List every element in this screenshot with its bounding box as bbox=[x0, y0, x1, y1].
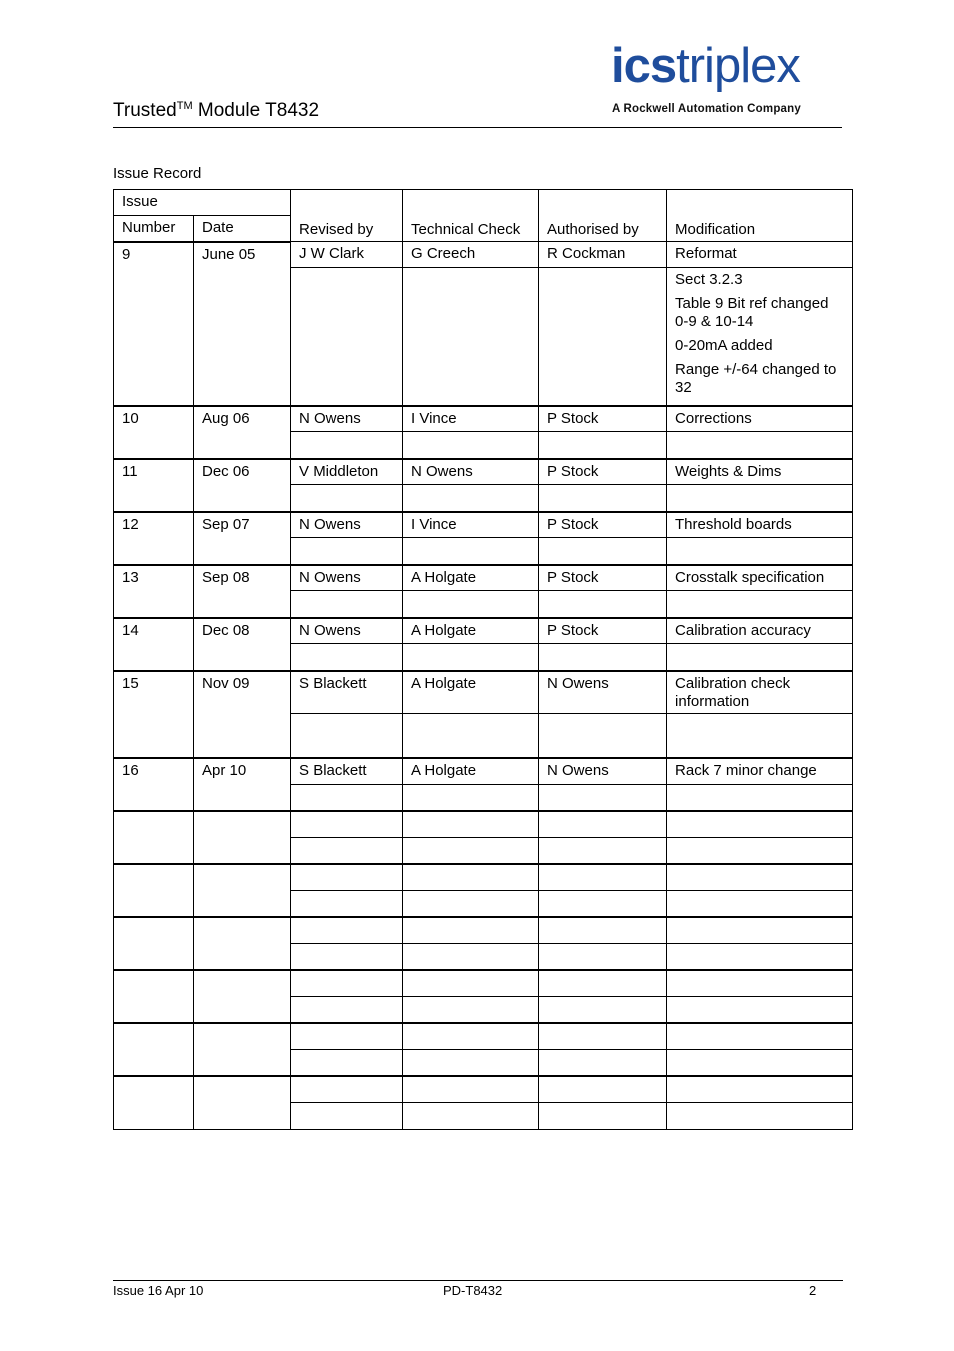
modification-cell: Threshold boards bbox=[667, 512, 853, 538]
technical-check-cell: I Vince bbox=[403, 512, 539, 538]
revised-by-cell: S Blackett bbox=[291, 671, 403, 714]
technical-check-cell bbox=[403, 268, 539, 406]
issue-number-cell: 9 bbox=[114, 242, 194, 406]
technical-check-cell bbox=[403, 996, 539, 1023]
logo-part-triplex: triplex bbox=[676, 39, 800, 93]
issue-number-cell: 14 bbox=[114, 618, 194, 671]
authorised-by-cell bbox=[539, 1076, 667, 1102]
modification-cell bbox=[667, 970, 853, 996]
revised-by-cell: S Blackett bbox=[291, 758, 403, 784]
issue-date-cell bbox=[194, 1023, 291, 1076]
header-issue-cell: Issue bbox=[114, 190, 291, 216]
modification-cell bbox=[667, 713, 853, 758]
technical-check-cell: A Holgate bbox=[403, 758, 539, 784]
issue-date-cell: Dec 08 bbox=[194, 618, 291, 671]
modification-cell bbox=[667, 811, 853, 837]
logo-wordmark bbox=[611, 38, 800, 94]
technical-check-cell bbox=[403, 1102, 539, 1129]
header-authorised-cell: Authorised by bbox=[539, 190, 667, 242]
revised-by-cell bbox=[291, 864, 403, 890]
technical-check-cell bbox=[403, 538, 539, 565]
revised-by-cell: J W Clark bbox=[291, 242, 403, 268]
issue-date-cell: Nov 09 bbox=[194, 671, 291, 759]
table-row bbox=[114, 864, 853, 890]
technical-check-cell: G Creech bbox=[403, 242, 539, 268]
revised-by-cell: V Middleton bbox=[291, 459, 403, 485]
revised-by-cell bbox=[291, 485, 403, 512]
table-row bbox=[114, 970, 853, 996]
revised-by-cell: N Owens bbox=[291, 618, 403, 644]
revised-by-cell bbox=[291, 970, 403, 996]
authorised-by-cell bbox=[539, 996, 667, 1023]
table-row bbox=[114, 406, 853, 432]
authorised-by-cell bbox=[539, 811, 667, 837]
technical-check-cell: N Owens bbox=[403, 459, 539, 485]
authorised-by-cell bbox=[539, 943, 667, 970]
issue-date-cell: Dec 06 bbox=[194, 459, 291, 512]
modification-cell bbox=[667, 1049, 853, 1076]
revised-by-cell bbox=[291, 996, 403, 1023]
issue-date-cell: June 05 bbox=[194, 242, 291, 406]
technical-check-cell bbox=[403, 591, 539, 618]
technical-check-cell: A Holgate bbox=[403, 671, 539, 714]
table-row bbox=[114, 811, 853, 837]
issue-date-cell bbox=[194, 811, 291, 864]
trademark-superscript: TM bbox=[176, 100, 193, 112]
section-title: Issue Record bbox=[113, 165, 202, 182]
modification-cell bbox=[667, 485, 853, 512]
issue-number-cell: 16 bbox=[114, 758, 194, 811]
modification-cell bbox=[667, 432, 853, 459]
revised-by-cell bbox=[291, 1102, 403, 1129]
revised-by-cell: N Owens bbox=[291, 565, 403, 591]
authorised-by-cell: P Stock bbox=[539, 565, 667, 591]
table-row bbox=[114, 1076, 853, 1102]
authorised-by-cell bbox=[539, 713, 667, 758]
header-rule bbox=[113, 127, 842, 128]
header-date-cell: Date bbox=[194, 216, 291, 242]
issue-number-cell bbox=[114, 917, 194, 970]
issue-date-cell bbox=[194, 970, 291, 1023]
revised-by-cell: N Owens bbox=[291, 512, 403, 538]
modification-cell: Rack 7 minor change bbox=[667, 758, 853, 784]
modification-cell bbox=[667, 943, 853, 970]
authorised-by-cell: N Owens bbox=[539, 758, 667, 784]
revised-by-cell bbox=[291, 268, 403, 406]
technical-check-cell bbox=[403, 890, 539, 917]
issue-number-cell: 15 bbox=[114, 671, 194, 759]
authorised-by-cell: P Stock bbox=[539, 512, 667, 538]
authorised-by-cell bbox=[539, 1102, 667, 1129]
technical-check-cell bbox=[403, 1049, 539, 1076]
footer-issue: Issue 16 Apr 10 bbox=[113, 1283, 204, 1298]
revised-by-cell bbox=[291, 1076, 403, 1102]
table-row bbox=[114, 242, 853, 268]
issue-date-cell: Apr 10 bbox=[194, 758, 291, 811]
revised-by-cell bbox=[291, 432, 403, 459]
issue-record-table bbox=[113, 189, 853, 1130]
authorised-by-cell bbox=[539, 837, 667, 864]
table-row bbox=[114, 671, 853, 714]
authorised-by-cell: P Stock bbox=[539, 459, 667, 485]
revised-by-cell bbox=[291, 943, 403, 970]
issue-number-cell: 12 bbox=[114, 512, 194, 565]
issue-date-cell bbox=[194, 917, 291, 970]
modification-cell bbox=[667, 890, 853, 917]
modification-line: Table 9 Bit ref changed 0-9 & 10-14 bbox=[675, 295, 829, 330]
authorised-by-cell bbox=[539, 591, 667, 618]
revised-by-cell bbox=[291, 890, 403, 917]
issue-number-cell bbox=[114, 864, 194, 917]
authorised-by-cell: P Stock bbox=[539, 406, 667, 432]
modification-line: Range +/-64 changed to 32 bbox=[675, 361, 837, 396]
authorised-by-cell bbox=[539, 1049, 667, 1076]
modification-cell bbox=[667, 591, 853, 618]
issue-number-cell bbox=[114, 970, 194, 1023]
authorised-by-cell bbox=[539, 432, 667, 459]
modification-line: 0-20mA added bbox=[675, 337, 773, 354]
table-row bbox=[114, 758, 853, 784]
modification-cell: Calibration check information bbox=[667, 671, 853, 714]
revised-by-cell bbox=[291, 1023, 403, 1049]
issue-date-cell bbox=[194, 864, 291, 917]
technical-check-cell bbox=[403, 864, 539, 890]
revised-by-cell bbox=[291, 591, 403, 618]
title-main: Trusted bbox=[113, 100, 177, 121]
issue-number-cell: 13 bbox=[114, 565, 194, 618]
authorised-by-cell bbox=[539, 485, 667, 512]
issue-date-cell: Sep 07 bbox=[194, 512, 291, 565]
footer-rule bbox=[113, 1280, 843, 1281]
technical-check-cell: A Holgate bbox=[403, 618, 539, 644]
modification-cell bbox=[667, 864, 853, 890]
issue-date-cell: Aug 06 bbox=[194, 406, 291, 459]
table-row bbox=[114, 618, 853, 644]
technical-check-cell bbox=[403, 644, 539, 671]
revised-by-cell bbox=[291, 837, 403, 864]
footer-document-id: PD-T8432 bbox=[443, 1283, 503, 1298]
header-revised-cell: Revised by bbox=[291, 190, 403, 242]
revised-by-cell bbox=[291, 1049, 403, 1076]
technical-check-cell bbox=[403, 811, 539, 837]
authorised-by-cell bbox=[539, 538, 667, 565]
revised-by-cell bbox=[291, 538, 403, 565]
modification-cell bbox=[667, 538, 853, 565]
logo-part-ics: ics bbox=[611, 39, 677, 93]
table-row bbox=[114, 565, 853, 591]
issue-date-cell: Sep 08 bbox=[194, 565, 291, 618]
authorised-by-cell bbox=[539, 644, 667, 671]
modification-cell bbox=[667, 1102, 853, 1129]
revised-by-cell bbox=[291, 811, 403, 837]
modification-cell bbox=[667, 917, 853, 943]
issue-number-cell bbox=[114, 811, 194, 864]
technical-check-cell bbox=[403, 970, 539, 996]
modification-cell: Weights & Dims bbox=[667, 459, 853, 485]
issue-number-cell bbox=[114, 1023, 194, 1076]
authorised-by-cell: R Cockman bbox=[539, 242, 667, 268]
page-header-title bbox=[113, 99, 319, 123]
technical-check-cell bbox=[403, 485, 539, 512]
table-row bbox=[114, 1023, 853, 1049]
modification-cell: Corrections bbox=[667, 406, 853, 432]
technical-check-cell bbox=[403, 784, 539, 811]
issue-date-cell bbox=[194, 1076, 291, 1129]
technical-check-cell bbox=[403, 432, 539, 459]
technical-check-cell bbox=[403, 1023, 539, 1049]
technical-check-cell bbox=[403, 917, 539, 943]
modification-cell bbox=[667, 268, 853, 406]
technical-check-cell: A Holgate bbox=[403, 565, 539, 591]
revised-by-cell bbox=[291, 713, 403, 758]
authorised-by-cell bbox=[539, 970, 667, 996]
authorised-by-cell bbox=[539, 917, 667, 943]
modification-cell bbox=[667, 1023, 853, 1049]
modification-cell bbox=[667, 644, 853, 671]
header-number-cell: Number bbox=[114, 216, 194, 242]
technical-check-cell: I Vince bbox=[403, 406, 539, 432]
title-rest: Module T8432 bbox=[192, 100, 320, 121]
modification-cell bbox=[667, 1076, 853, 1102]
footer-page-number: 2 bbox=[809, 1283, 817, 1298]
modification-cell bbox=[667, 784, 853, 811]
authorised-by-cell bbox=[539, 890, 667, 917]
revised-by-cell bbox=[291, 917, 403, 943]
revised-by-cell: N Owens bbox=[291, 406, 403, 432]
technical-check-cell bbox=[403, 837, 539, 864]
technical-check-cell bbox=[403, 713, 539, 758]
authorised-by-cell bbox=[539, 784, 667, 811]
authorised-by-cell: P Stock bbox=[539, 618, 667, 644]
authorised-by-cell: N Owens bbox=[539, 671, 667, 714]
authorised-by-cell bbox=[539, 268, 667, 406]
issue-number-cell: 10 bbox=[114, 406, 194, 459]
modification-cell bbox=[667, 837, 853, 864]
table-row bbox=[114, 459, 853, 485]
issue-number-cell bbox=[114, 1076, 194, 1129]
technical-check-cell bbox=[403, 943, 539, 970]
table-row bbox=[114, 512, 853, 538]
modification-line: Sect 3.2.3 bbox=[675, 271, 743, 288]
header-row-issue bbox=[114, 190, 853, 216]
revised-by-cell bbox=[291, 644, 403, 671]
revised-by-cell bbox=[291, 784, 403, 811]
issue-number-cell: 11 bbox=[114, 459, 194, 512]
modification-cell: Reformat bbox=[667, 242, 853, 268]
company-logo bbox=[611, 39, 843, 120]
logo-tagline: A Rockwell Automation Company bbox=[612, 103, 801, 115]
header-modification-cell: Modification bbox=[667, 190, 853, 242]
modification-cell: Crosstalk specification bbox=[667, 565, 853, 591]
authorised-by-cell bbox=[539, 864, 667, 890]
header-technical-cell: Technical Check bbox=[403, 190, 539, 242]
table-row bbox=[114, 917, 853, 943]
modification-cell bbox=[667, 996, 853, 1023]
authorised-by-cell bbox=[539, 1023, 667, 1049]
modification-cell: Calibration accuracy bbox=[667, 618, 853, 644]
technical-check-cell bbox=[403, 1076, 539, 1102]
